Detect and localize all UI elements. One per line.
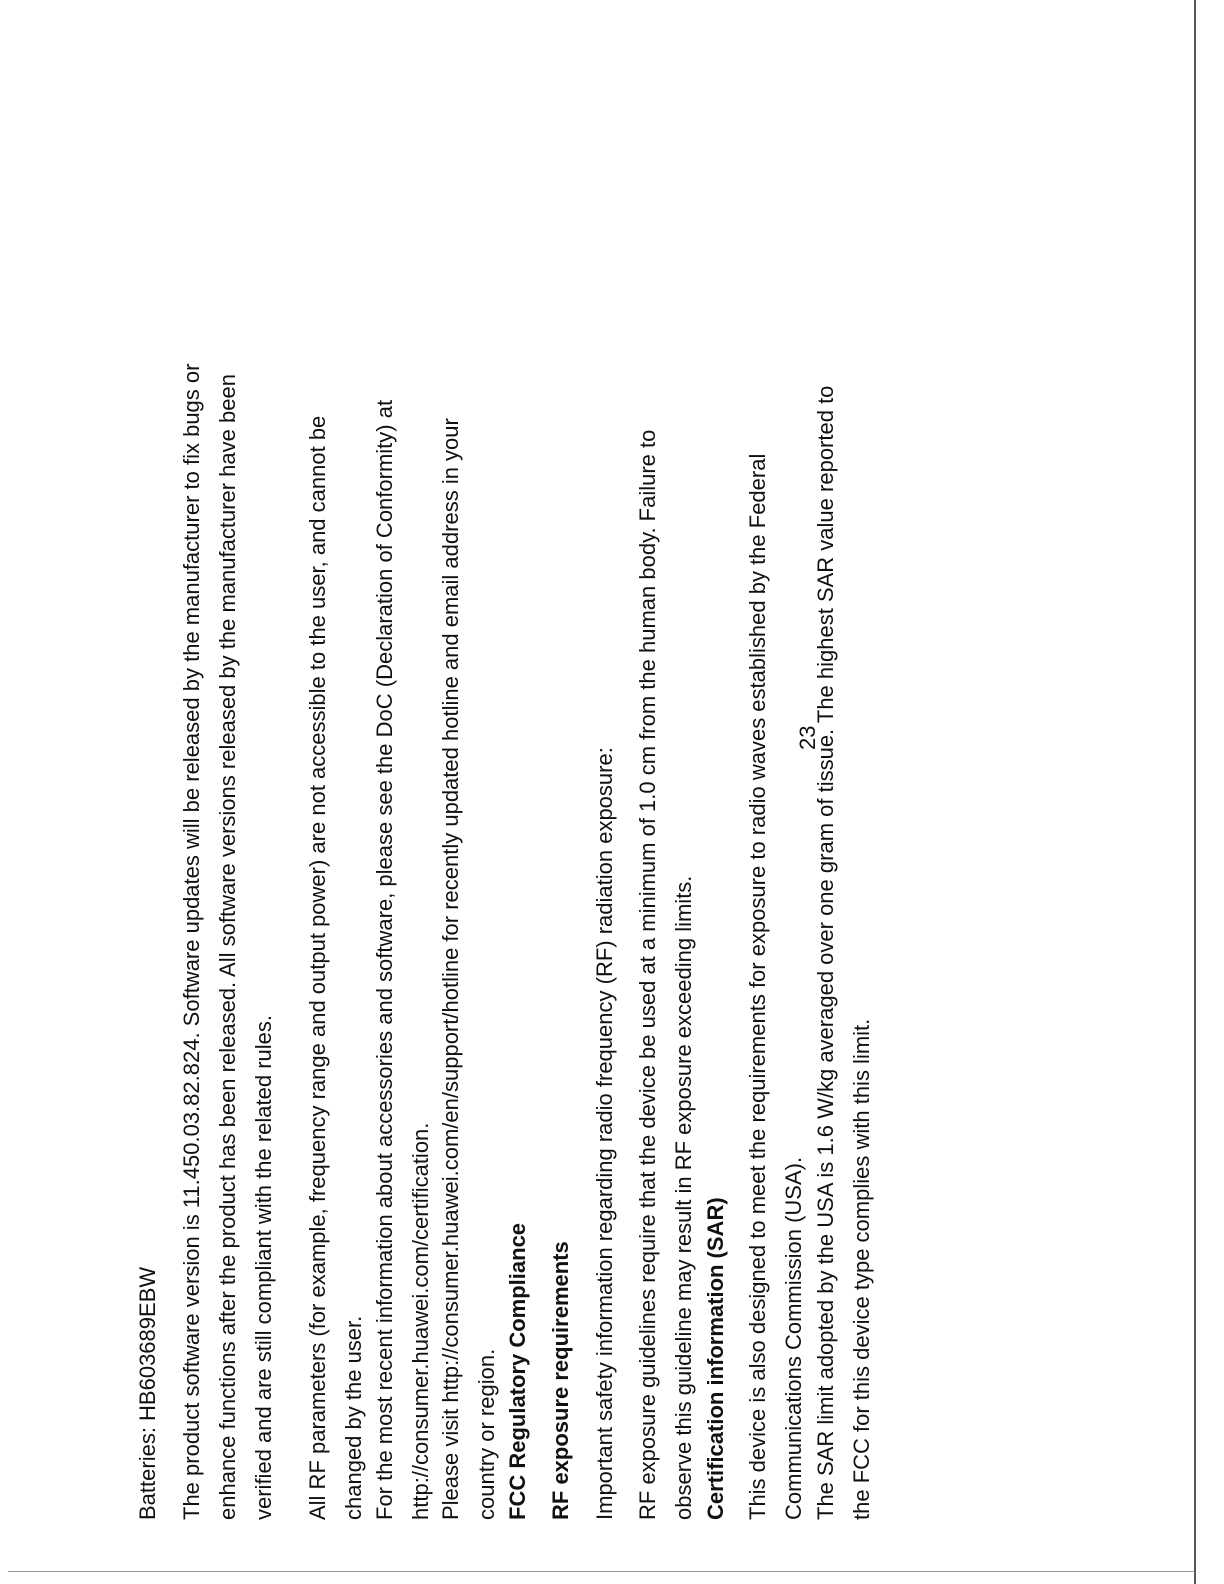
designed-line: Communications Commission (USA). (781, 1156, 806, 1520)
sar-limit-line: The SAR limit adopted by the USA is 1.6 W/kg averaged over one gram of tissue. The highest SAR value reported to (813, 385, 838, 1520)
accessories-line: http://consumer.huawei.com/certification. (408, 1122, 433, 1520)
accessories-line: For the most recent information about accessories and software, please see the DoC (Declaration of Conformity) at (372, 399, 397, 1520)
certification-heading: Certification information (SAR) (703, 1197, 728, 1520)
hotline-line: country or region. (474, 1348, 499, 1520)
software-line: The product software version is 11.450.03.82.824. Software updates will be released by the manufacturer to fix bugs or (179, 363, 204, 1520)
software-line: verified and are still compliant with the related rules. (251, 1014, 276, 1520)
rf-parameters-paragraph (300, 60, 372, 1520)
designed-paragraph (740, 60, 812, 1520)
rf-parameters-line: changed by the user. (341, 1315, 366, 1520)
important-safety-paragraph: Important safety information regarding radio frequency (RF) radiation exposure: (592, 747, 617, 1520)
fcc-regulatory-heading: FCC Regulatory Compliance (505, 1222, 530, 1520)
accessories-paragraph (367, 60, 439, 1520)
rf-guidelines-line: RF exposure guidelines require that the device be used at a minimum of 1.0 cm from the human body. Failure to (635, 429, 660, 1520)
software-version-paragraph (174, 60, 282, 1520)
rotated-document-page (130, 60, 1170, 1520)
rf-parameters-line: All RF parameters (for example, frequency range and output power) are not accessible to the user, and cannot be (305, 415, 330, 1520)
page-number: 23 (795, 725, 820, 750)
designed-line: This device is also designed to meet the requirements for exposure to radio waves established by the Federal (745, 453, 770, 1520)
rf-guidelines-paragraph (630, 60, 702, 1520)
rf-guidelines-line: observe this guideline may result in RF exposure exceeding limits. (671, 875, 696, 1520)
sar-limit-line: the FCC for this device type complies with this limit. (849, 1018, 874, 1520)
sar-limit-paragraph (808, 60, 880, 1520)
page-bottom-rule (8, 1571, 1194, 1572)
batteries-text: Batteries: HB603689EBW (135, 1266, 160, 1520)
hotline-line: Please visit http://consumer.huawei.com/en/support/hotline for recently updated hotline and email address in your (438, 418, 463, 1520)
software-line: enhance functions after the product has been released. All software versions released by the manufacturer have been (215, 374, 240, 1520)
hotline-paragraph (433, 60, 505, 1520)
rf-exposure-heading: RF exposure requirements (548, 1241, 573, 1520)
page-right-border (1194, 0, 1196, 1584)
